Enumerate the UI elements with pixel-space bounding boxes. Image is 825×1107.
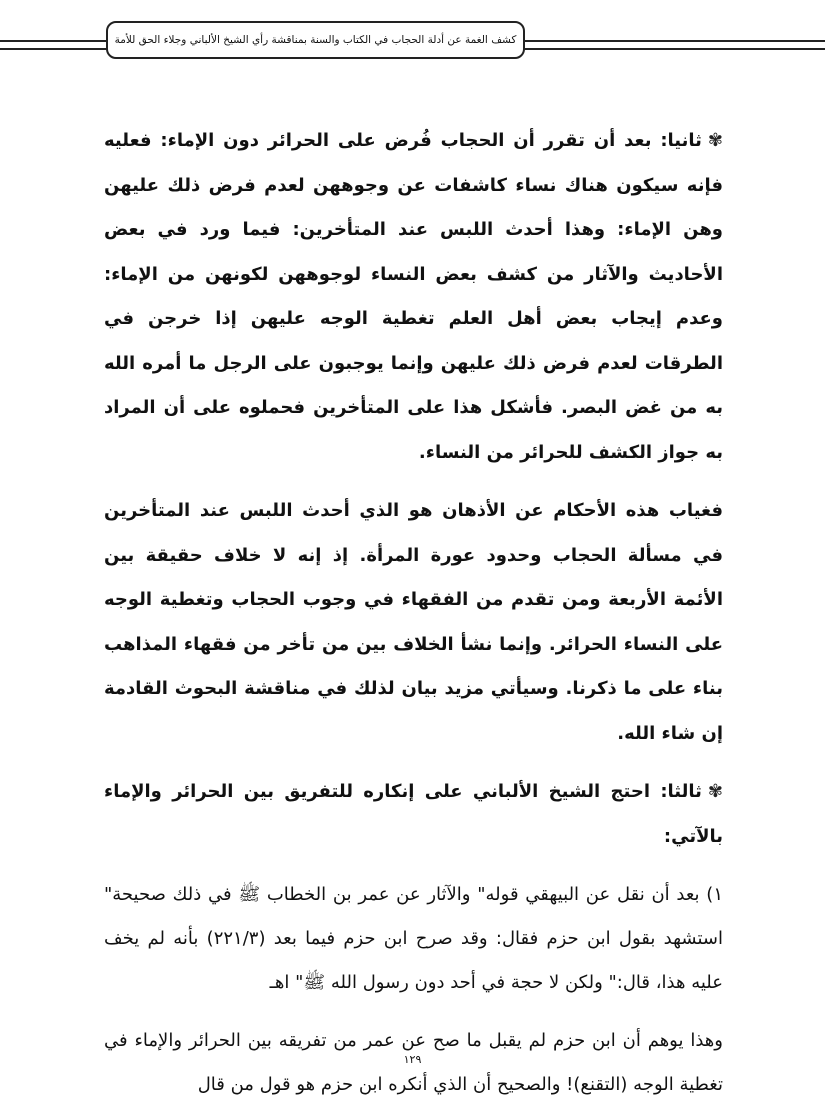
page-body — [104, 119, 723, 1107]
running-header-title: كشف الغمة عن أدلة الحجاب في الكتاب والسنة بمناقشة رأي الشيخ الألباني وجلاء الحق للأمة — [114, 34, 517, 46]
paragraph-text: وهذا يوهم أن ابن حزم لم يقبل ما صح عن عمر من تفريقه بين الحرائر والإماء في تغطية الوجه (التقنع)! والصحيح أن الذي أنكره ابن حزم هو قول من قال — [104, 1030, 723, 1095]
page-number: ١٢٩ — [403, 1053, 422, 1066]
flower-ornament-icon: ✾ — [707, 130, 723, 151]
paragraph-text: ١) بعد أن نقل عن البيهقي قوله" والآثار عن عمر بن الخطاب ﷺ في ذلك صحيحة" استشهد بقول ابن حزم فقال: وقد صرح ابن حزم فيما بعد (٢٢١/٣) بأنه لم يخف عليه هذا، قال:" ولكن لا حجة في أحد دون رسول الله ﷺ" اهـ — [104, 884, 723, 993]
header-rule-left — [0, 40, 110, 50]
paragraph-thirdly — [104, 770, 723, 859]
paragraph-point-one — [104, 873, 723, 1005]
running-header — [106, 21, 525, 59]
header-rule-right — [521, 40, 825, 50]
flower-ornament-icon: ✾ — [707, 781, 723, 802]
paragraph-secondly — [104, 119, 723, 475]
paragraph-text: ثالثا: احتج الشيخ الألباني على إنكاره للتفريق بين الحرائر والإماء بالآتي: — [104, 781, 723, 847]
paragraph-absence-of-rulings — [104, 489, 723, 756]
paragraph-text: ثانيا: بعد أن تقرر أن الحجاب فُرض على الحرائر دون الإماء: فعليه فإنه سيكون هناك نساء كاشفات عن وجوههن لعدم فرض ذلك عليهن وهن الإماء: وهذا أحدث اللبس عند المتأخرين: فيما ورد في بعض الأحاديث والآثار من كشف بعض النساء لوجوههن لكونهن من الإماء: وعدم إيجاب بعض أهل العلم تغطية الوجه عليهن إذا خرجن في الطرقات لعدم فرض ذلك عليهن وإنما يوجبون على الرجل ما أمره الله به من غض البصر. فأشكل هذا على المتأخرين فحملوه على أن المراد به جواز الكشف للحرائر من النساء. — [104, 130, 723, 463]
paragraph-text: فغياب هذه الأحكام عن الأذهان هو الذي أحدث اللبس عند المتأخرين في مسألة الحجاب وحدود عورة المرأة. إذ إنه لا خلاف حقيقة بين الأئمة الأربعة ومن تقدم من الفقهاء في وجوب الحجاب وتغطية الوجه على النساء الحرائر. وإنما نشأ الخلاف بين من تأخر من فقهاء المذاهب بناء على ما ذكرنا. وسيأتي مزيد بيان لذلك في مناقشة البحوث القادمة إن شاء الله. — [104, 500, 723, 744]
